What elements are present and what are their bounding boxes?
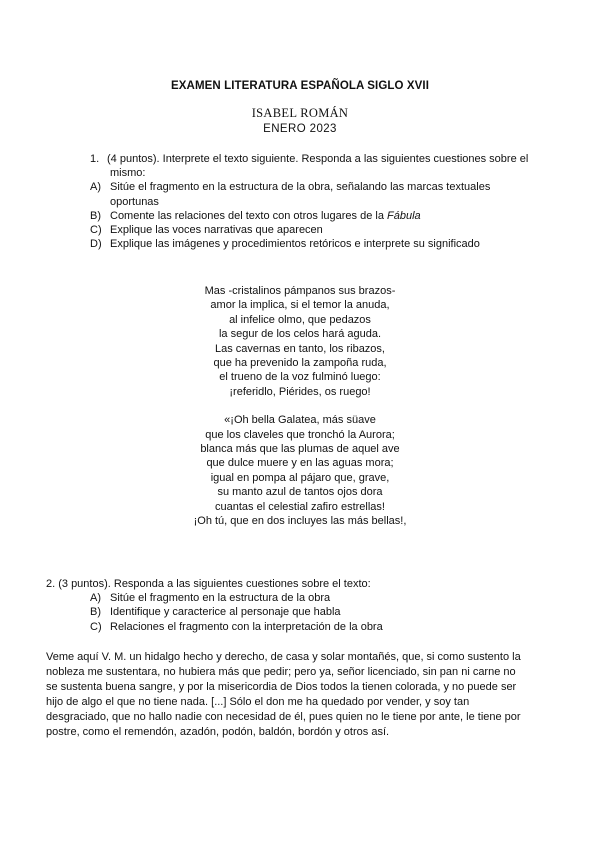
item-text: Sitúe el fragmento en la estructura de la obra, señalando las marcas textuales oportunas: [110, 181, 491, 208]
exam-title: EXAMEN LITERATURA ESPAÑOLA SIGLO XVII: [171, 80, 429, 92]
item-mark: A): [90, 181, 101, 194]
question-1-text: (4 puntos). Interprete el texto siguiente. Responda a las siguientes cuestiones sobre el mismo:: [107, 153, 529, 180]
exam-date: ENERO 2023: [263, 123, 337, 135]
list-item: [90, 605, 546, 619]
poem-stanza-1: [150, 284, 450, 399]
question-2-items: [90, 591, 546, 634]
poem-line: igual en pompa al pájaro que, grave,: [210, 471, 390, 484]
poem-line: «¡Oh bella Galatea, más süave: [224, 414, 376, 427]
poem-line: que dulce muere y en las aguas mora;: [206, 457, 394, 470]
poem-line: amor la implica, si el temor la anuda,: [210, 299, 390, 312]
list-item: [90, 209, 530, 223]
author-name: ISABEL ROMÁN: [251, 106, 349, 120]
question-1-items: [90, 180, 530, 251]
poem-line: que ha prevenido la zampoña ruda,: [213, 357, 387, 370]
item-text: Identifique y caracterice al personaje que habla: [110, 606, 341, 619]
item-mark: C): [90, 620, 102, 633]
poem-line: que los claveles que tronchó la Aurora;: [205, 428, 395, 441]
item-text-italic: Fábula: [387, 209, 421, 222]
poem-line: al infelice olmo, que pedazos: [229, 313, 371, 326]
poem-excerpt: [150, 284, 450, 529]
item-mark: B): [90, 209, 101, 222]
question-1: [90, 152, 530, 251]
item-text: Explique las voces narrativas que aparecen: [110, 224, 323, 237]
poem-line: Las cavernas en tanto, los ribazos,: [215, 342, 385, 355]
poem-stanza-2: [150, 413, 450, 528]
item-mark: C): [90, 224, 102, 237]
item-text: Comente las relaciones del texto con otros lugares de la: [110, 209, 387, 222]
question-2-prompt: 2. (3 puntos). Responda a las siguientes cuestiones sobre el texto:: [46, 578, 371, 590]
question-2: [46, 577, 546, 634]
list-item: [90, 180, 530, 208]
item-mark: D): [90, 238, 102, 251]
question-1-prompt: [90, 152, 530, 180]
item-mark: A): [90, 592, 101, 605]
list-item: [90, 237, 530, 251]
poem-line: Mas -cristalinos pámpanos sus brazos-: [204, 285, 396, 297]
list-item: [90, 591, 546, 605]
item-mark: B): [90, 606, 101, 619]
item-text: Explique las imágenes y procedimientos retóricos e interprete su significado: [110, 238, 480, 251]
question-1-number: 1.: [90, 153, 100, 165]
poem-line: blanca más que las plumas de aquel ave: [200, 443, 400, 456]
poem-line: la segur de los celos hará aguda.: [218, 328, 382, 341]
poem-line: su manto azul de tantos ojos dora: [217, 486, 383, 499]
item-text: Sitúe el fragmento en la estructura de la obra: [110, 592, 331, 605]
list-item: [90, 223, 530, 237]
item-text: Relaciones el fragmento con la interpretación de la obra: [110, 620, 383, 633]
poem-line: ¡Oh tú, que en dos incluyes las más bellas!,: [193, 515, 407, 528]
list-item: [90, 620, 546, 634]
poem-line: cuantas el celestial zafiro estrellas!: [215, 500, 385, 513]
poem-line: ¡referidlo, Piérides, os ruego!: [229, 385, 371, 398]
prose-excerpt: Veme aquí V. M. un hidalgo hecho y derecho, de casa y solar montañés, que, si como sustento la nobleza me sustentara, no hubiera más que pedir; pero ya, señor licenciado, sin pan ni carne no se sustenta buena sangre, y por la misericordia de Dios todos la tienen colorada, y no puede ser hijo de algo el que no tiene nada. [...] Sólo el don me ha quedado por vender, y soy tan desgraciado, que no hallo nadie con necesidad de él, pues quien no le tiene por ante, le tiene por postre, como el remendón, azadón, podón, baldón, bordón y otros así.: [46, 651, 521, 738]
poem-line: el trueno de la voz fulminó luego:: [219, 371, 381, 384]
